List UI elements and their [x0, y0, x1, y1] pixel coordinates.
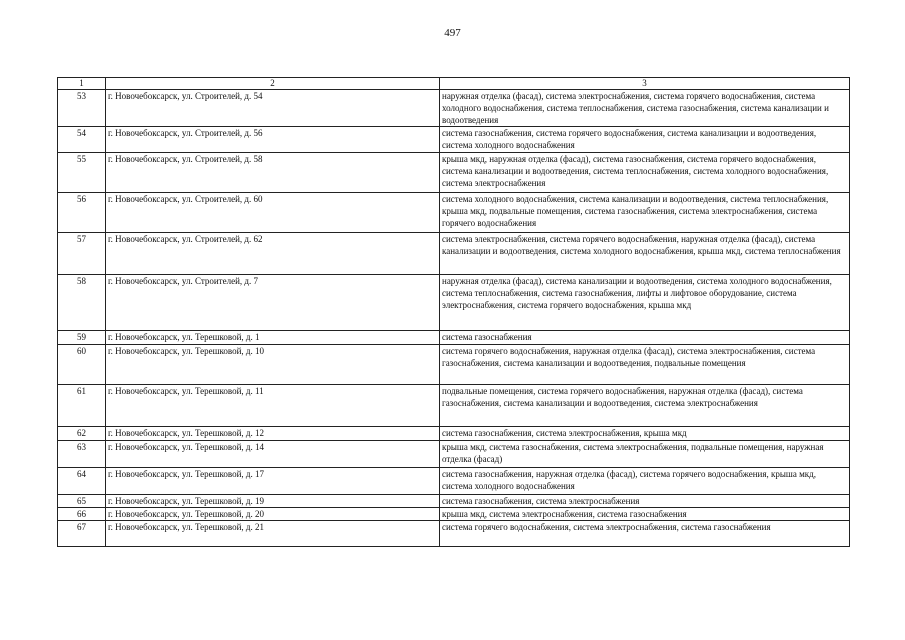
table-row: [58, 521, 850, 547]
row-number: 64: [58, 468, 106, 495]
row-address: г. Новочебоксарск, ул. Терешковой, д. 21: [106, 521, 440, 547]
page-number: 497: [444, 27, 461, 39]
row-works: крыша мкд, система газоснабжения, система электроснабжения, подвальные помещения, наружная отделка (фасад): [440, 441, 850, 468]
table-row: [58, 441, 850, 468]
table-row: [58, 468, 850, 495]
row-works: система электроснабжения, система горячего водоснабжения, наружная отделка (фасад), система канализации и водоотведения, система холодного водоснабжения, крыша мкд, система теплоснабжения: [440, 233, 850, 275]
row-works: система газоснабжения: [440, 331, 850, 345]
row-number: 53: [58, 90, 106, 127]
row-address: г. Новочебоксарск, ул. Терешковой, д. 10: [106, 345, 440, 385]
column-header-works: 3: [440, 78, 850, 90]
table-row: [58, 90, 850, 127]
row-number: 63: [58, 441, 106, 468]
row-address: г. Новочебоксарск, ул. Терешковой, д. 12: [106, 427, 440, 441]
row-address: г. Новочебоксарск, ул. Терешковой, д. 1: [106, 331, 440, 345]
row-number: 59: [58, 331, 106, 345]
row-number: 67: [58, 521, 106, 547]
row-address: г. Новочебоксарск, ул. Терешковой, д. 17: [106, 468, 440, 495]
table-row: [58, 345, 850, 385]
row-works: подвальные помещения, система горячего водоснабжения, наружная отделка (фасад), система газоснабжения, система канализации и водоотведения, система электроснабжения: [440, 385, 850, 427]
row-works: наружная отделка (фасад), система электроснабжения, система горячего водоснабжения, система холодного водоснабжения, система теплоснабжения, система газоснабжения, система канализации и водоотведения: [440, 90, 850, 127]
row-address: г. Новочебоксарск, ул. Строителей, д. 56: [106, 127, 440, 153]
row-address: г. Новочебоксарск, ул. Терешковой, д. 11: [106, 385, 440, 427]
table-row: [58, 331, 850, 345]
buildings-table: [57, 77, 850, 547]
row-number: 54: [58, 127, 106, 153]
row-works: крыша мкд, наружная отделка (фасад), система газоснабжения, система горячего водоснабжения, система канализации и водоотведения, система теплоснабжения, система холодного водоснабжения, система электроснабжения: [440, 153, 850, 193]
row-address: г. Новочебоксарск, ул. Терешковой, д. 20: [106, 508, 440, 521]
row-works: система газоснабжения, наружная отделка (фасад), система горячего водоснабжения, крыша мкд, система холодного водоснабжения: [440, 468, 850, 495]
row-number: 60: [58, 345, 106, 385]
row-address: г. Новочебоксарск, ул. Терешковой, д. 19: [106, 495, 440, 508]
row-number: 62: [58, 427, 106, 441]
row-works: система горячего водоснабжения, система электроснабжения, система газоснабжения: [440, 521, 850, 547]
column-header-address: 2: [106, 78, 440, 90]
table-row: [58, 127, 850, 153]
row-number: 57: [58, 233, 106, 275]
row-number: 61: [58, 385, 106, 427]
row-address: г. Новочебоксарск, ул. Строителей, д. 60: [106, 193, 440, 233]
row-works: крыша мкд, система электроснабжения, система газоснабжения: [440, 508, 850, 521]
row-address: г. Новочебоксарск, ул. Строителей, д. 58: [106, 153, 440, 193]
row-address: г. Новочебоксарск, ул. Строителей, д. 7: [106, 275, 440, 331]
row-works: наружная отделка (фасад), система канализации и водоотведения, система холодного водоснабжения, система теплоснабжения, система газоснабжения, лифты и лифтовое оборудование, система электроснабжения, система горячего водоснабжения, крыша мкд: [440, 275, 850, 331]
row-address: г. Новочебоксарск, ул. Терешковой, д. 14: [106, 441, 440, 468]
table-row: [58, 233, 850, 275]
table-row: [58, 495, 850, 508]
table-row: [58, 508, 850, 521]
row-number: 55: [58, 153, 106, 193]
row-address: г. Новочебоксарск, ул. Строителей, д. 54: [106, 90, 440, 127]
row-works: система холодного водоснабжения, система канализации и водоотведения, система теплоснабжения, крыша мкд, подвальные помещения, система газоснабжения, система электроснабжения, система горячего водоснабжения: [440, 193, 850, 233]
row-address: г. Новочебоксарск, ул. Строителей, д. 62: [106, 233, 440, 275]
column-header-number: 1: [58, 78, 106, 90]
table-row: [58, 385, 850, 427]
row-number: 56: [58, 193, 106, 233]
row-works: система газоснабжения, система электроснабжения: [440, 495, 850, 508]
table-row: [58, 153, 850, 193]
table-header-row: [58, 78, 850, 90]
table-row: [58, 193, 850, 233]
row-number: 66: [58, 508, 106, 521]
row-works: система газоснабжения, система электроснабжения, крыша мкд: [440, 427, 850, 441]
row-number: 65: [58, 495, 106, 508]
row-works: система газоснабжения, система горячего водоснабжения, система канализации и водоотведения, система холодного водоснабжения: [440, 127, 850, 153]
row-works: система горячего водоснабжения, наружная отделка (фасад), система электроснабжения, система газоснабжения, система канализации и водоотведения, подвальные помещения: [440, 345, 850, 385]
table-row: [58, 275, 850, 331]
table-row: [58, 427, 850, 441]
row-number: 58: [58, 275, 106, 331]
